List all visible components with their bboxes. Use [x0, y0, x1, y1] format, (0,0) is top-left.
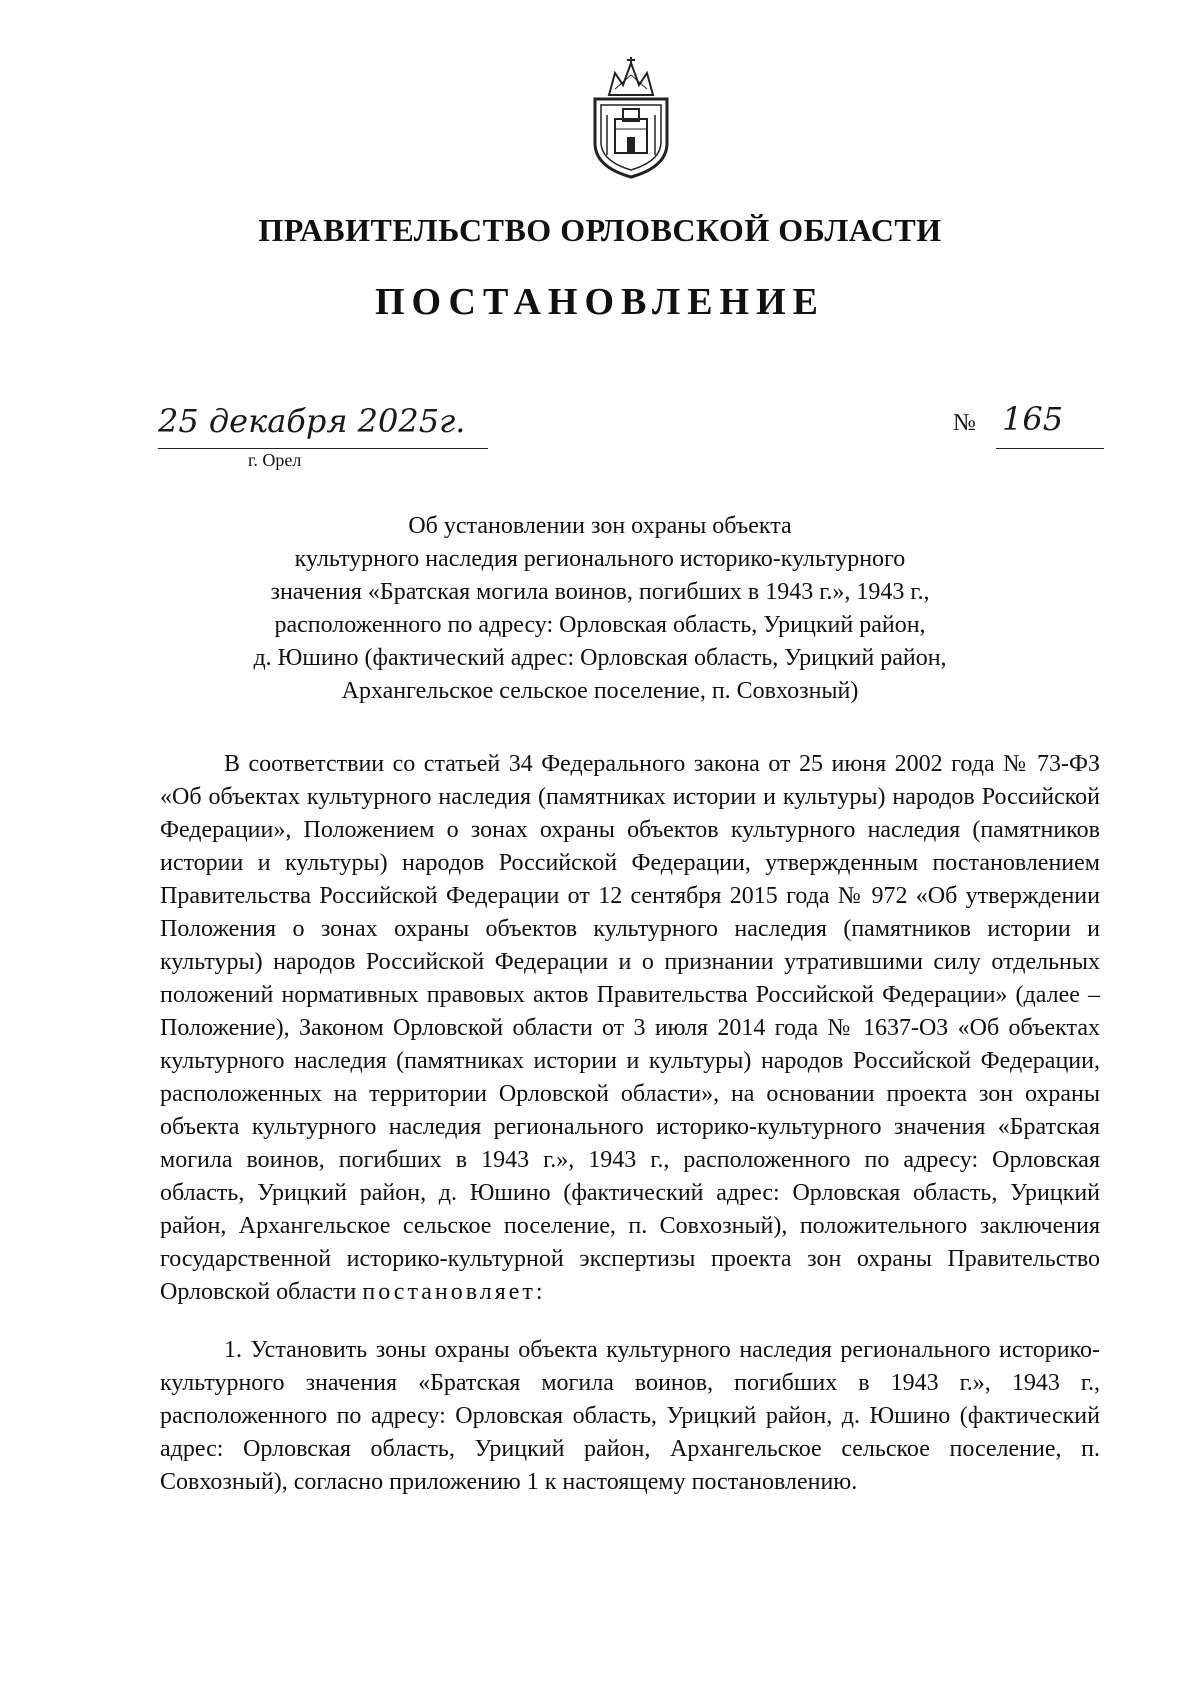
- number-label: №: [953, 410, 976, 436]
- resolves-word: постановляет:: [362, 1279, 546, 1305]
- organization-name: ПРАВИТЕЛЬСТВО ОРЛОВСКОЙ ОБЛАСТИ: [258, 212, 942, 248]
- coat-of-arms-icon: [585, 55, 677, 180]
- document-title: [170, 510, 1030, 708]
- preamble-text: В соответствии со статьей 34 Федерального закона от 25 июня 2002 года № 73-ФЗ «Об объектах культурного наследия (памятниках истории и культуры) народов Российской Федерации», Положением о зонах охраны объектов культурного наследия (памятников истории и культуры) народов Российской Федерации, утвержденным постановлением Правительства Российской Федерации от 12 сентября 2015 года № 972 «Об утверждении Положения о зонах охраны объектов культурного наследия (памятников истории и культуры) народов Российской Федерации и о признании утратившими силу отдельных положений нормативных правовых актов Правительства Российской Федерации» (далее – Положение), Законом Орловской области от 3 июля 2014 года № 1637-ОЗ «Об объектах культурного наследия (памятниках истории и культуры) народов Российской Федерации, расположенных на территории Орловской области», на основании проекта зон охраны объекта культурного наследия регионального историко-культурного значения «Братская могила воинов, погибших в 1943 г.», 1943 г., расположенного по адресу: Орловская область, Урицкий район, д. Юшино (фактический адрес: Орловская область, Урицкий район, Архангельское сельское поселение, п. Совхозный), положительного заключения государственной историко-культурной экспертизы проекта зон охраны Правительство Орловской области: [160, 751, 1100, 1305]
- title-line: д. Юшино (фактический адрес: Орловская область, Урицкий район,: [253, 645, 947, 671]
- date-handwritten: 25 декабря 2025г.: [158, 402, 466, 440]
- title-line: Об установлении зон охраны объекта: [408, 513, 792, 539]
- document-body: [160, 748, 1100, 1499]
- document-type: ПОСТАНОВЛЕНИЕ: [374, 281, 826, 323]
- title-line: культурного наследия регионального историко-культурного: [294, 546, 906, 572]
- preamble-paragraph: [160, 748, 1100, 1309]
- coat-of-arms-emblem: [585, 55, 677, 180]
- title-line: расположенного по адресу: Орловская область, Урицкий район,: [274, 612, 926, 638]
- city: г. Орел: [248, 450, 302, 470]
- title-line: Архангельское сельское поселение, п. Совхозный): [341, 678, 859, 704]
- number-handwritten: 165: [1002, 400, 1064, 438]
- title-line: значения «Братская могила воинов, погибших в 1943 г.», 1943 г.,: [270, 579, 930, 605]
- number-underline: [996, 448, 1104, 449]
- date-underline: [158, 448, 488, 449]
- item-1-paragraph: 1. Установить зоны охраны объекта культурного наследия регионального историко-культурного значения «Братская могила воинов, погибших в 1943 г.», 1943 г., расположенного по адресу: Орловская область, Урицкий район, д. Юшино (фактический адрес: Орловская область, Урицкий район, Архангельское сельское поселение, п. Совхозный), согласно приложению 1 к настоящему постановлению.: [160, 1337, 1100, 1495]
